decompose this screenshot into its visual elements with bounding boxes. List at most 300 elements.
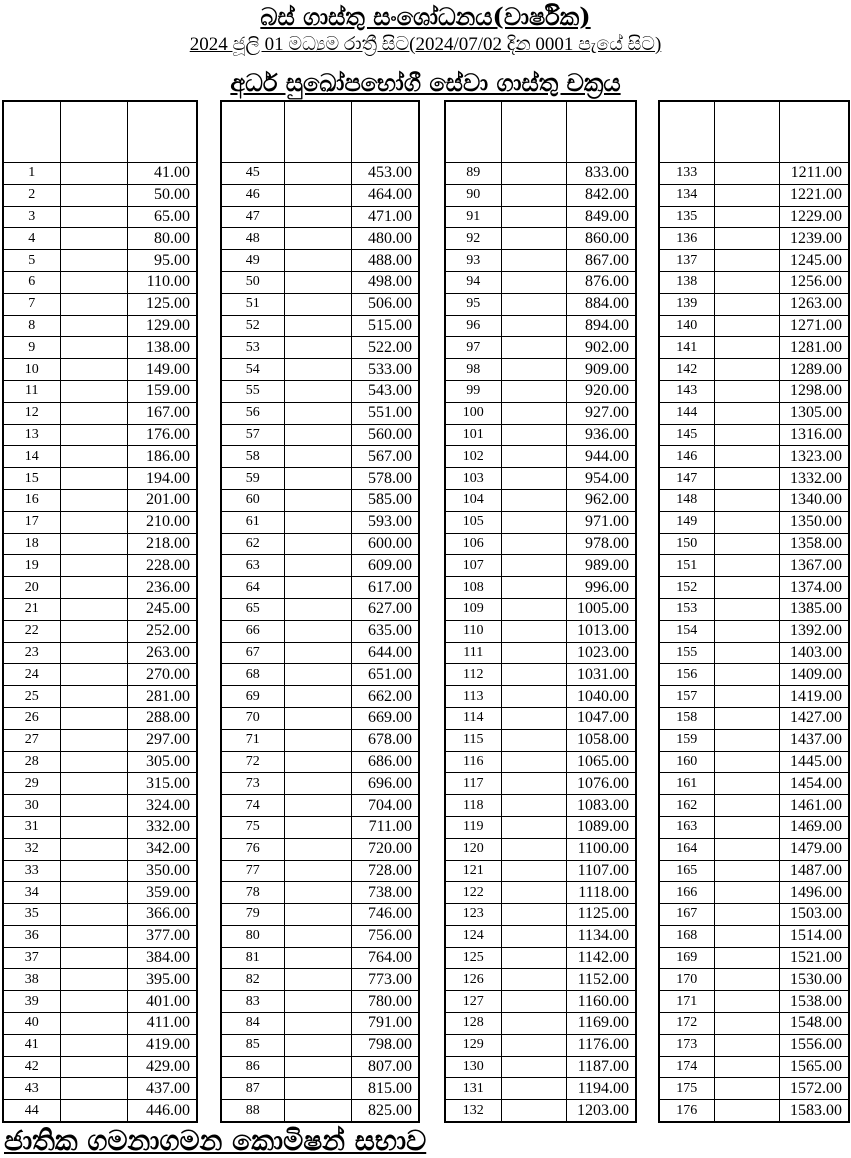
fare-value: 1169.00 <box>566 1013 636 1035</box>
section-number: 152 <box>659 577 714 599</box>
empty-cell <box>501 337 566 359</box>
table-header-row <box>445 101 636 163</box>
table-row <box>3 315 197 337</box>
table-row <box>221 337 419 359</box>
empty-cell <box>60 359 127 381</box>
empty-cell <box>714 402 779 424</box>
section-number: 65 <box>221 598 284 620</box>
fare-value: 1437.00 <box>779 729 849 751</box>
table-row <box>659 228 849 250</box>
table-row <box>445 1056 636 1078</box>
section-number: 58 <box>221 446 284 468</box>
empty-cell <box>501 271 566 293</box>
fare-value: 1083.00 <box>566 795 636 817</box>
section-number: 70 <box>221 707 284 729</box>
section-number: 48 <box>221 228 284 250</box>
section-number: 55 <box>221 380 284 402</box>
empty-cell <box>714 555 779 577</box>
section-number: 47 <box>221 206 284 228</box>
table-row <box>659 664 849 686</box>
fare-value: 989.00 <box>566 555 636 577</box>
section-number: 108 <box>445 577 501 599</box>
fare-value: 1142.00 <box>566 947 636 969</box>
fare-value: 860.00 <box>566 228 636 250</box>
fare-value: 95.00 <box>127 250 197 272</box>
section-number: 9 <box>3 337 60 359</box>
fare-value: 567.00 <box>351 446 419 468</box>
empty-cell <box>714 991 779 1013</box>
empty-cell <box>501 511 566 533</box>
empty-cell <box>501 751 566 773</box>
table-row <box>3 816 197 838</box>
fare-value: 780.00 <box>351 991 419 1013</box>
empty-cell <box>60 511 127 533</box>
empty-cell <box>501 707 566 729</box>
fare-value: 324.00 <box>127 795 197 817</box>
table-row <box>659 969 849 991</box>
empty-cell <box>714 359 779 381</box>
empty-cell <box>714 816 779 838</box>
section-number: 119 <box>445 816 501 838</box>
table-row <box>221 773 419 795</box>
section-number: 63 <box>221 555 284 577</box>
table-row <box>659 446 849 468</box>
section-number: 41 <box>3 1034 60 1056</box>
table-row <box>659 991 849 1013</box>
empty-cell <box>284 184 351 206</box>
empty-cell <box>60 424 127 446</box>
empty-cell <box>60 446 127 468</box>
section-number: 81 <box>221 947 284 969</box>
fare-value: 1058.00 <box>566 729 636 751</box>
empty-cell <box>60 882 127 904</box>
table-row <box>221 315 419 337</box>
section-number: 86 <box>221 1056 284 1078</box>
empty-cell <box>714 642 779 664</box>
section-number: 160 <box>659 751 714 773</box>
fare-value: 1503.00 <box>779 904 849 926</box>
fare-value: 764.00 <box>351 947 419 969</box>
table-row <box>659 359 849 381</box>
section-number: 131 <box>445 1078 501 1100</box>
fare-value: 720.00 <box>351 838 419 860</box>
empty-cell <box>714 206 779 228</box>
section-number: 132 <box>445 1100 501 1122</box>
table-row <box>445 337 636 359</box>
fare-value: 1100.00 <box>566 838 636 860</box>
section-number: 138 <box>659 271 714 293</box>
section-number: 136 <box>659 228 714 250</box>
section-number: 97 <box>445 337 501 359</box>
section-number: 1 <box>3 163 60 185</box>
section-number: 52 <box>221 315 284 337</box>
section-number: 162 <box>659 795 714 817</box>
section-number: 127 <box>445 991 501 1013</box>
section-number: 145 <box>659 424 714 446</box>
table-row <box>445 163 636 185</box>
table-row <box>221 184 419 206</box>
fare-value: 944.00 <box>566 446 636 468</box>
fare-value: 1469.00 <box>779 816 849 838</box>
fare-value: 711.00 <box>351 816 419 838</box>
empty-cell <box>60 991 127 1013</box>
empty-cell <box>714 293 779 315</box>
fare-value: 978.00 <box>566 533 636 555</box>
fare-value: 704.00 <box>351 795 419 817</box>
empty-cell <box>501 795 566 817</box>
fare-value: 627.00 <box>351 598 419 620</box>
section-number: 116 <box>445 751 501 773</box>
table-row <box>659 598 849 620</box>
empty-cell <box>714 163 779 185</box>
table-row <box>445 315 636 337</box>
section-number: 156 <box>659 664 714 686</box>
fare-value: 1548.00 <box>779 1013 849 1035</box>
empty-cell <box>714 598 779 620</box>
section-number: 112 <box>445 664 501 686</box>
fare-value: 263.00 <box>127 642 197 664</box>
section-number: 51 <box>221 293 284 315</box>
table-row <box>659 337 849 359</box>
empty-cell <box>714 729 779 751</box>
table-row <box>221 1013 419 1035</box>
table-row <box>445 424 636 446</box>
section-number: 90 <box>445 184 501 206</box>
fare-value: 138.00 <box>127 337 197 359</box>
section-number: 42 <box>3 1056 60 1078</box>
empty-cell <box>714 271 779 293</box>
table-row <box>445 184 636 206</box>
section-number: 110 <box>445 620 501 642</box>
table-row <box>221 511 419 533</box>
fare-value: 920.00 <box>566 380 636 402</box>
section-number: 71 <box>221 729 284 751</box>
fare-value: 669.00 <box>351 707 419 729</box>
fare-value: 1514.00 <box>779 925 849 947</box>
section-number: 164 <box>659 838 714 860</box>
empty-cell <box>714 424 779 446</box>
table-row <box>659 533 849 555</box>
fare-value: 971.00 <box>566 511 636 533</box>
table-row <box>3 577 197 599</box>
section-number: 135 <box>659 206 714 228</box>
fare-value: 1538.00 <box>779 991 849 1013</box>
section-number: 117 <box>445 773 501 795</box>
empty-cell <box>284 1034 351 1056</box>
table-row <box>659 489 849 511</box>
empty-cell <box>284 707 351 729</box>
section-number: 66 <box>221 620 284 642</box>
empty-cell <box>714 947 779 969</box>
section-number: 98 <box>445 359 501 381</box>
section-number: 7 <box>3 293 60 315</box>
table-row <box>445 947 636 969</box>
fare-value: 798.00 <box>351 1034 419 1056</box>
section-number: 31 <box>3 816 60 838</box>
fare-value: 377.00 <box>127 925 197 947</box>
empty-cell <box>60 598 127 620</box>
section-number: 44 <box>3 1100 60 1122</box>
empty-cell <box>284 773 351 795</box>
fare-value: 902.00 <box>566 337 636 359</box>
section-number: 143 <box>659 380 714 402</box>
table-row <box>445 1013 636 1035</box>
fare-value: 1305.00 <box>779 402 849 424</box>
empty-cell <box>501 359 566 381</box>
section-number: 92 <box>445 228 501 250</box>
table-row <box>659 163 849 185</box>
empty-cell <box>60 620 127 642</box>
fare-value: 245.00 <box>127 598 197 620</box>
section-number: 147 <box>659 468 714 490</box>
table-row <box>221 1034 419 1056</box>
empty-cell <box>60 969 127 991</box>
empty-cell <box>501 729 566 751</box>
section-number: 93 <box>445 250 501 272</box>
fare-value: 1461.00 <box>779 795 849 817</box>
empty-cell <box>284 620 351 642</box>
fare-value: 1239.00 <box>779 228 849 250</box>
empty-cell <box>714 1078 779 1100</box>
empty-cell <box>60 816 127 838</box>
fare-value: 996.00 <box>566 577 636 599</box>
section-number: 79 <box>221 904 284 926</box>
fare-value: 1358.00 <box>779 533 849 555</box>
header-cell <box>714 101 779 163</box>
table-row <box>221 293 419 315</box>
empty-cell <box>284 228 351 250</box>
table-row <box>445 991 636 1013</box>
empty-cell <box>284 206 351 228</box>
empty-cell <box>284 969 351 991</box>
table-row <box>221 751 419 773</box>
section-number: 159 <box>659 729 714 751</box>
empty-cell <box>501 402 566 424</box>
fare-value: 1530.00 <box>779 969 849 991</box>
table-row <box>445 773 636 795</box>
empty-cell <box>714 489 779 511</box>
empty-cell <box>284 686 351 708</box>
table-row <box>445 925 636 947</box>
fare-value: 210.00 <box>127 511 197 533</box>
empty-cell <box>714 882 779 904</box>
fare-value: 186.00 <box>127 446 197 468</box>
table-row <box>659 1034 849 1056</box>
table-row <box>221 664 419 686</box>
table-row <box>659 860 849 882</box>
table-row <box>221 620 419 642</box>
fare-value: 635.00 <box>351 620 419 642</box>
fare-value: 176.00 <box>127 424 197 446</box>
table-row <box>3 1100 197 1122</box>
fare-value: 1263.00 <box>779 293 849 315</box>
empty-cell <box>501 555 566 577</box>
document-subtitle: 2024 ජූලි 01 මධ්‍යම රාත්‍රී සිට(2024/07/02 දින 0001 පැයේ සිට) <box>189 34 662 55</box>
table-row <box>659 1056 849 1078</box>
empty-cell <box>501 206 566 228</box>
table-row <box>3 598 197 620</box>
fare-value: 738.00 <box>351 882 419 904</box>
section-number: 50 <box>221 271 284 293</box>
table-header-row <box>659 101 849 163</box>
table-row <box>221 359 419 381</box>
section-number: 125 <box>445 947 501 969</box>
section-number: 154 <box>659 620 714 642</box>
section-number: 172 <box>659 1013 714 1035</box>
section-number: 64 <box>221 577 284 599</box>
section-number: 146 <box>659 446 714 468</box>
fare-value: 1023.00 <box>566 642 636 664</box>
fare-value: 1203.00 <box>566 1100 636 1122</box>
fare-value: 651.00 <box>351 664 419 686</box>
table-row <box>3 969 197 991</box>
section-number: 140 <box>659 315 714 337</box>
empty-cell <box>284 947 351 969</box>
fare-value: 1005.00 <box>566 598 636 620</box>
empty-cell <box>60 1056 127 1078</box>
section-number: 94 <box>445 271 501 293</box>
fare-value: 332.00 <box>127 816 197 838</box>
empty-cell <box>60 250 127 272</box>
fare-value: 252.00 <box>127 620 197 642</box>
fare-value: 228.00 <box>127 555 197 577</box>
fare-value: 1160.00 <box>566 991 636 1013</box>
empty-cell <box>60 402 127 424</box>
table-row <box>3 489 197 511</box>
table-row <box>659 555 849 577</box>
section-number: 11 <box>3 380 60 402</box>
section-number: 53 <box>221 337 284 359</box>
fare-value: 281.00 <box>127 686 197 708</box>
empty-cell <box>284 533 351 555</box>
section-number: 168 <box>659 925 714 947</box>
fare-value: 480.00 <box>351 228 419 250</box>
empty-cell <box>714 1056 779 1078</box>
fare-value: 791.00 <box>351 1013 419 1035</box>
section-number: 149 <box>659 511 714 533</box>
empty-cell <box>284 337 351 359</box>
table-row <box>445 511 636 533</box>
empty-cell <box>501 816 566 838</box>
fare-value: 927.00 <box>566 402 636 424</box>
section-number: 83 <box>221 991 284 1013</box>
empty-cell <box>501 446 566 468</box>
section-number: 142 <box>659 359 714 381</box>
table-row <box>3 904 197 926</box>
table-row <box>3 468 197 490</box>
table-row <box>659 686 849 708</box>
table-row <box>221 206 419 228</box>
empty-cell <box>501 991 566 1013</box>
section-number: 78 <box>221 882 284 904</box>
section-number: 148 <box>659 489 714 511</box>
fare-value: 1340.00 <box>779 489 849 511</box>
empty-cell <box>501 489 566 511</box>
table-row <box>445 838 636 860</box>
fare-value: 1047.00 <box>566 707 636 729</box>
section-number: 169 <box>659 947 714 969</box>
table-row <box>659 882 849 904</box>
table-row <box>445 729 636 751</box>
fare-value: 159.00 <box>127 380 197 402</box>
fare-value: 1350.00 <box>779 511 849 533</box>
empty-cell <box>60 468 127 490</box>
empty-cell <box>714 751 779 773</box>
section-number: 39 <box>3 991 60 1013</box>
section-number: 69 <box>221 686 284 708</box>
table-row <box>3 925 197 947</box>
table-row <box>659 511 849 533</box>
fare-value: 471.00 <box>351 206 419 228</box>
empty-cell <box>60 184 127 206</box>
empty-cell <box>501 686 566 708</box>
empty-cell <box>60 337 127 359</box>
fare-value: 1256.00 <box>779 271 849 293</box>
section-number: 29 <box>3 773 60 795</box>
section-number: 165 <box>659 860 714 882</box>
empty-cell <box>284 293 351 315</box>
empty-cell <box>284 271 351 293</box>
section-number: 118 <box>445 795 501 817</box>
table-row <box>445 533 636 555</box>
empty-cell <box>284 577 351 599</box>
empty-cell <box>60 380 127 402</box>
section-number: 61 <box>221 511 284 533</box>
table-row <box>445 271 636 293</box>
fare-value: 807.00 <box>351 1056 419 1078</box>
section-number: 17 <box>3 511 60 533</box>
table-row <box>659 1013 849 1035</box>
table-row <box>445 1100 636 1122</box>
empty-cell <box>60 947 127 969</box>
empty-cell <box>60 925 127 947</box>
empty-cell <box>284 468 351 490</box>
empty-cell <box>284 991 351 1013</box>
table-row <box>445 380 636 402</box>
section-number: 82 <box>221 969 284 991</box>
fare-value: 437.00 <box>127 1078 197 1100</box>
table-row <box>221 816 419 838</box>
section-number: 163 <box>659 816 714 838</box>
fare-value: 288.00 <box>127 707 197 729</box>
empty-cell <box>501 642 566 664</box>
empty-cell <box>501 620 566 642</box>
table-row <box>3 511 197 533</box>
section-number: 37 <box>3 947 60 969</box>
section-number: 87 <box>221 1078 284 1100</box>
table-row <box>445 446 636 468</box>
empty-cell <box>284 751 351 773</box>
table-row <box>221 577 419 599</box>
fare-value: 644.00 <box>351 642 419 664</box>
fare-value: 1040.00 <box>566 686 636 708</box>
section-number: 22 <box>3 620 60 642</box>
section-number: 109 <box>445 598 501 620</box>
empty-cell <box>284 860 351 882</box>
table-row <box>3 642 197 664</box>
fare-value: 1392.00 <box>779 620 849 642</box>
section-number: 56 <box>221 402 284 424</box>
table-row <box>659 315 849 337</box>
document-title: බස් ගාස්තු සංශෝධනය(වාර්ෂික) <box>260 2 591 31</box>
section-number: 33 <box>3 860 60 882</box>
empty-cell <box>714 904 779 926</box>
fare-value: 894.00 <box>566 315 636 337</box>
empty-cell <box>60 795 127 817</box>
section-number: 45 <box>221 163 284 185</box>
empty-cell <box>501 163 566 185</box>
empty-cell <box>714 1013 779 1035</box>
